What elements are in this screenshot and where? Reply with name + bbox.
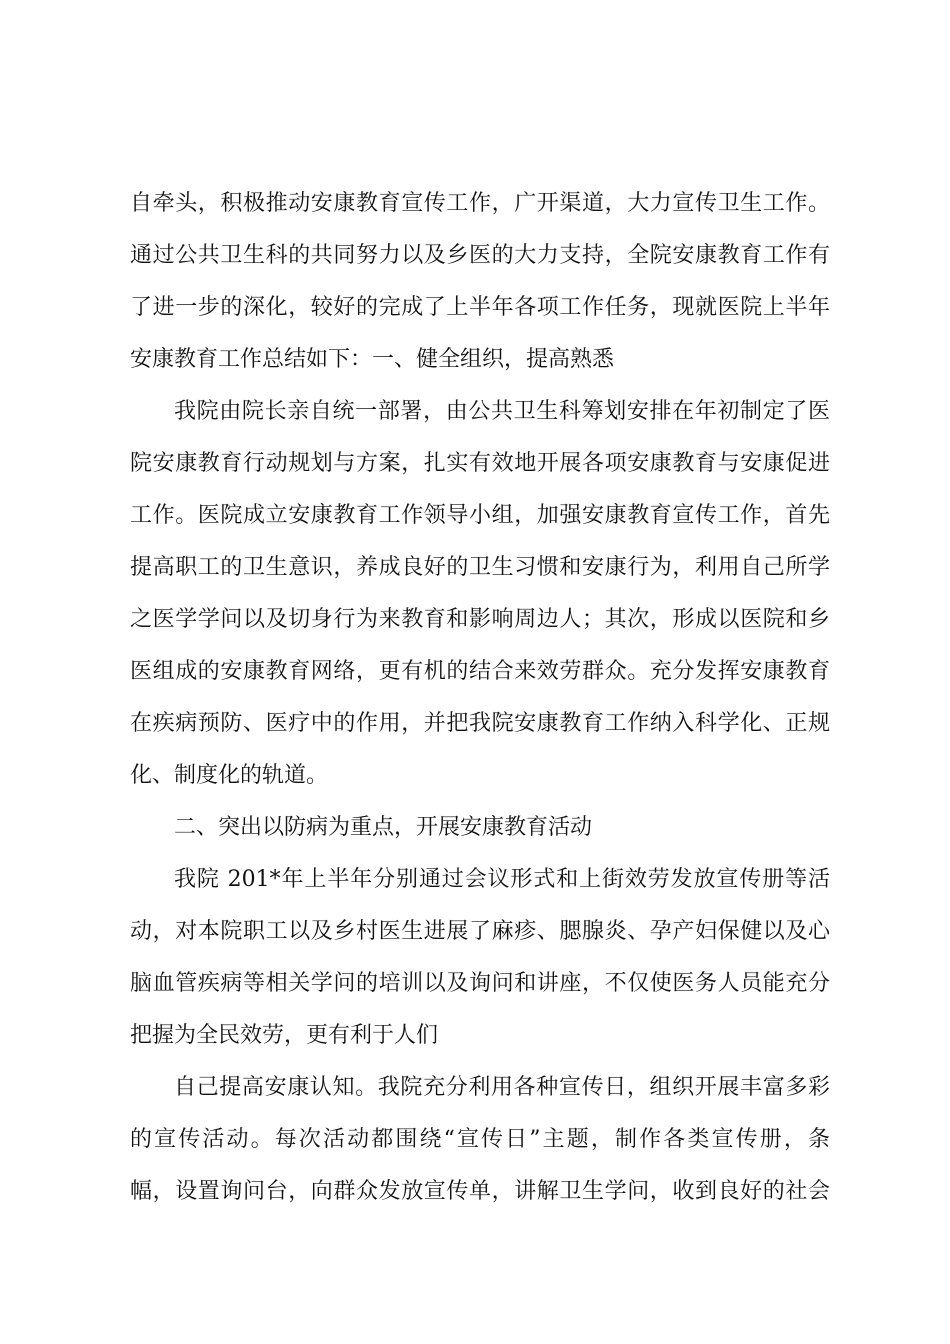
text-line: 工作。医院成立安康教育工作领导小组，加强安康教育宣传工作，首先 [130, 503, 830, 528]
text-line: 动，对本院职工以及乡村医生进展了麻疹、腮腺炎、孕产妇保健以及心 [130, 919, 830, 944]
text-line: 把握为全民效劳，更有利于人们 [130, 1023, 439, 1048]
text-line: 化、制度化的轨道。 [130, 763, 329, 788]
text-line: 安康教育工作总结如下：一、健全组织，提高熟悉 [130, 347, 615, 372]
text-line: 的宣传活动。每次活动都围绕“宣传日”主题，制作各类宣传册，条 [130, 1127, 830, 1152]
text-line: 幅，设置询问台，向群众发放宣传单，讲解卫生学问，收到良好的社会 [130, 1179, 830, 1204]
text-line: 脑血管疾病等相关学问的培训以及询问和讲座，不仅使医务人员能充分 [130, 971, 830, 996]
text-line: 通过公共卫生科的共同努力以及乡医的大力支持，全院安康教育工作有 [130, 243, 830, 268]
text-line: 提高职工的卫生意识，养成良好的卫生习惯和安康行为，利用自己所学 [130, 555, 830, 580]
text-line: 自牵头，积极推动安康教育宣传工作，广开渠道，大力宣传卫生工作。 [130, 191, 830, 216]
text-line: 了进一步的深化，较好的完成了上半年各项工作任务，现就医院上半年 [130, 295, 830, 320]
text-line: 之医学学问以及切身行为来教育和影响周边人；其次，形成以医院和乡 [130, 607, 830, 632]
text-line: 在疾病预防、医疗中的作用，并把我院安康教育工作纳入科学化、正规 [130, 711, 830, 736]
section-heading: 二、突出以防病为重点，开展安康教育活动 [174, 815, 593, 840]
text-line: 自己提高安康认知。我院充分利用各种宣传日，组织开展丰富多彩 [174, 1075, 830, 1100]
text-line: 我院 201*年上半年分别通过会议形式和上街效劳发放宣传册等活 [174, 867, 830, 892]
text-line: 院安康教育行动规划与方案，扎实有效地开展各项安康教育与安康促进 [130, 451, 830, 476]
text-line: 我院由院长亲自统一部署，由公共卫生科筹划安排在年初制定了医 [174, 399, 830, 424]
text-line: 医组成的安康教育网络，更有机的结合来效劳群众。充分发挥安康教育 [130, 659, 830, 684]
